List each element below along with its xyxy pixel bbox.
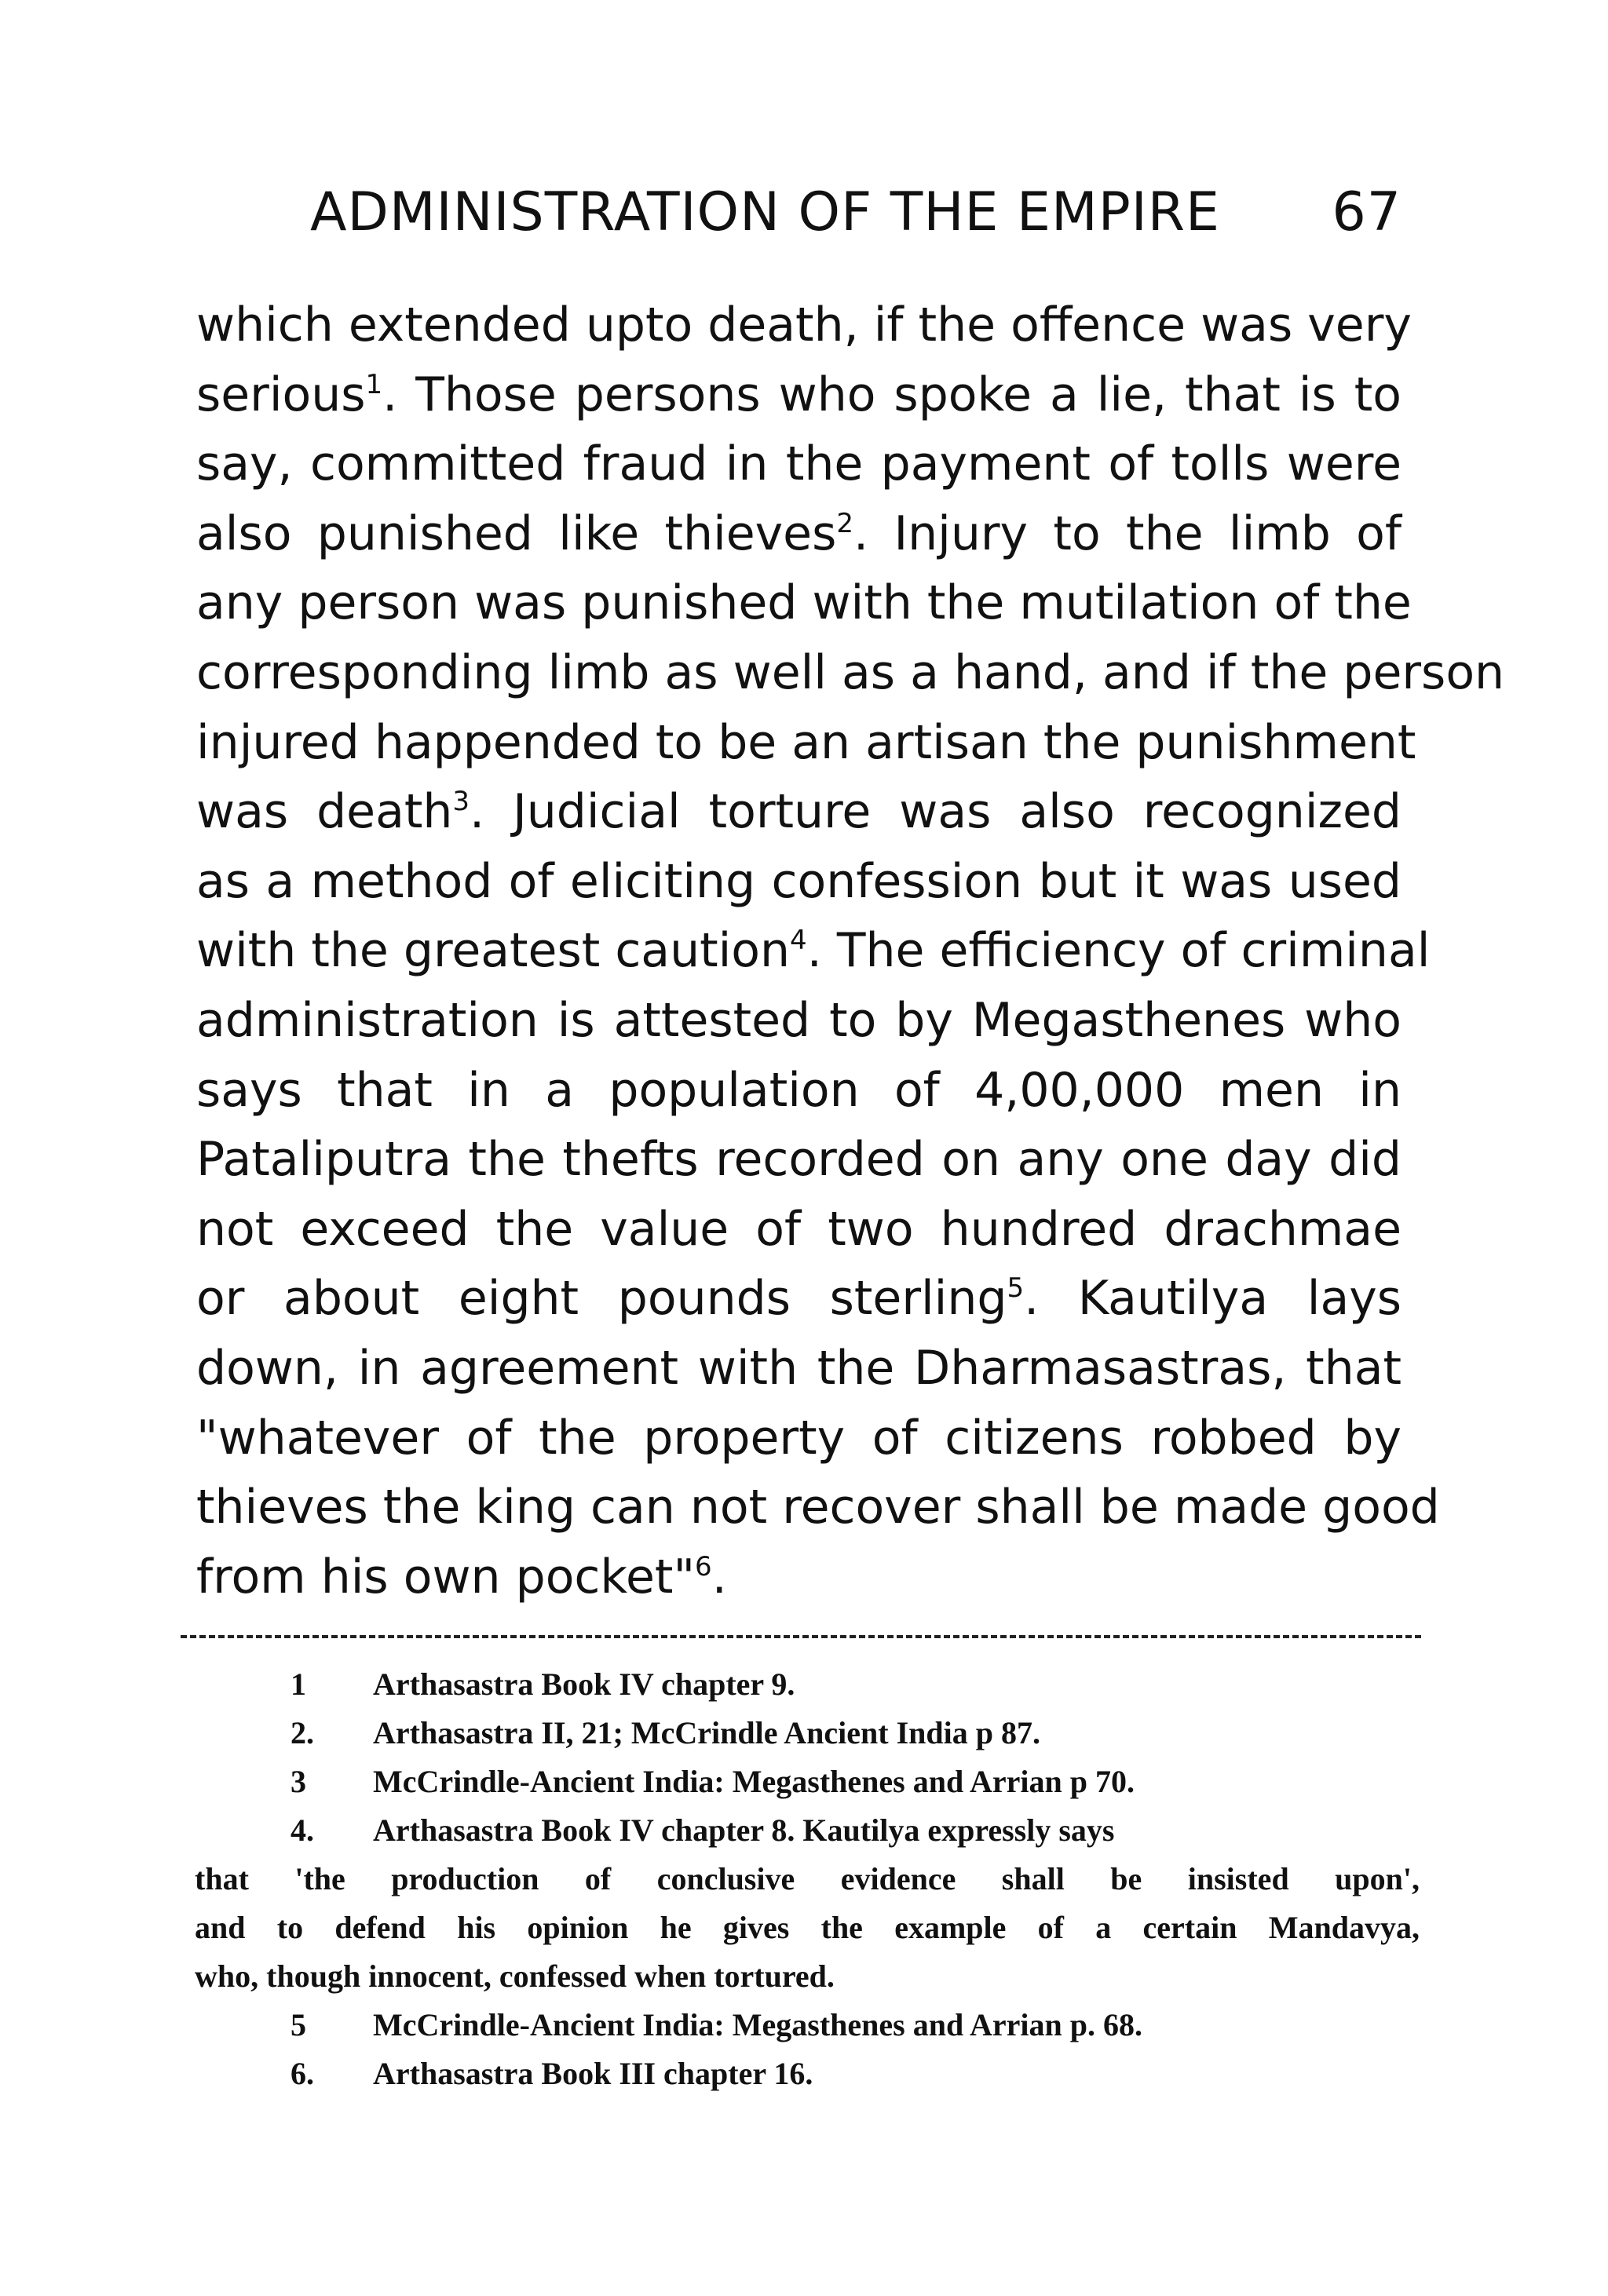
footnote-ref[interactable]: 6: [695, 1550, 712, 1582]
footnote-number: 1: [291, 1666, 306, 1702]
footnote-number: 2.: [291, 1715, 314, 1750]
footnote: [195, 2001, 1420, 2050]
body-line: serious$^1$. Those persons who spoke a lie, that is to: [196, 367, 1402, 422]
page-number: 67: [1332, 181, 1402, 243]
footnote-separator: [181, 1635, 1421, 1638]
footnote-ref[interactable]: 3: [452, 786, 470, 818]
body-line: corresponding limb as well as a hand, and if the person: [196, 644, 1505, 700]
body-line: says that in a population of 4,00,000 men in: [196, 1062, 1402, 1118]
body-line: say, committed fraud in the payment of tolls were: [196, 436, 1402, 492]
footnote-continuation: and to defend his opinion he gives the example of a certain Mandavya,: [195, 1910, 1420, 1945]
body-line: administration is attested to by Megasthenes who: [196, 992, 1402, 1048]
footnote: [195, 2050, 1420, 2098]
body-line: down, in agreement with the Dharmasastras, that: [196, 1340, 1402, 1396]
chapter-title: ADMINISTRATION OF THE EMPIRE: [310, 181, 1220, 243]
footnote-number: 6.: [291, 2056, 314, 2091]
body-line: Pataliputra the thefts recorded on any one day did: [196, 1132, 1402, 1188]
footnote-continuation: that 'the production of conclusive evidence shall be insisted upon',: [195, 1861, 1420, 1896]
footnote-number: 5: [291, 2007, 306, 2042]
footnote-text: Arthasastra Book IV chapter 8. Kautilya expressly says: [373, 1812, 1115, 1848]
body-line: not exceed the value of two hundred drachmae: [196, 1201, 1402, 1257]
footnote-ref[interactable]: 5: [1007, 1272, 1025, 1305]
footnote: [195, 1758, 1420, 1806]
footnote: [195, 1660, 1420, 1709]
body-line: from his own pocket"$^6$.: [196, 1549, 727, 1604]
footnote-ref[interactable]: 4: [790, 925, 807, 957]
footnote-ref[interactable]: 1: [365, 368, 383, 400]
body-line: or about eight pounds sterling$^5$. Kautilya lays: [196, 1271, 1402, 1327]
body-line: was death$^3$. Judicial torture was also recognized: [196, 784, 1402, 840]
body-line: any person was punished with the mutilation of the: [196, 575, 1412, 631]
footnote-text: Arthasastra II, 21; McCrindle Ancient India p 87.: [373, 1715, 1041, 1750]
footnote-continuation: who, though innocent, confessed when tortured.: [195, 1958, 835, 1994]
body-line: "whatever of the property of citizens robbed by: [196, 1410, 1402, 1466]
footnote-number: 4.: [291, 1812, 314, 1848]
running-head: [310, 169, 1402, 255]
footnotes: [195, 1660, 1420, 2098]
footnote-text: Arthasastra Book III chapter 16.: [373, 2056, 813, 2091]
body-text: [196, 290, 1505, 1612]
footnote-text: Arthasastra Book IV chapter 9.: [373, 1666, 795, 1702]
footnote-ref[interactable]: 2: [836, 507, 853, 539]
footnote-number: 3: [291, 1764, 306, 1799]
body-line: thieves the king can not recover shall be made good: [196, 1480, 1440, 1535]
footnote-text: McCrindle-Ancient India: Megasthenes and Arrian p 70.: [373, 1764, 1135, 1799]
body-line: as a method of eliciting confession but it was used: [196, 853, 1402, 909]
footnote: [195, 1709, 1420, 1758]
body-line: with the greatest caution$^4$. The efficiency of criminal: [196, 923, 1431, 979]
body-line: which extended upto death, if the offence was very: [196, 297, 1412, 352]
body-line: injured happended to be an artisan the punishment: [196, 714, 1416, 770]
footnote-text: McCrindle-Ancient India: Megasthenes and Arrian p. 68.: [373, 2007, 1142, 2042]
footnote: [195, 1806, 1420, 1855]
body-line: also punished like thieves$^2$. Injury to the limb of: [196, 506, 1402, 561]
